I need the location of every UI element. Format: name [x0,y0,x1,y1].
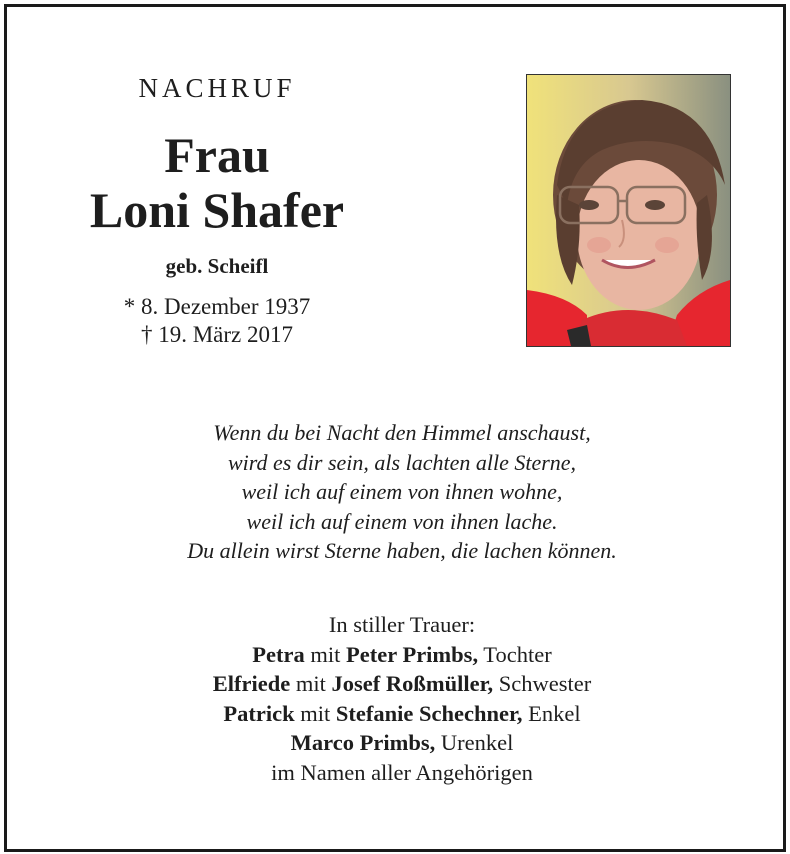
mourners-closing: im Namen aller Angehörigen [271,759,533,785]
mourner-name: Petra [252,641,305,667]
deceased-name: Loni Shafer [89,182,345,238]
mourner-name: Elfriede [212,671,291,696]
portrait-photo [526,74,731,347]
birth-date: * 8. Dezember 1937 [123,294,311,319]
notice-heading: NACHRUF [138,73,296,103]
deceased-name-block [67,128,367,238]
mourner-row [47,669,757,699]
portrait-illustration [527,75,730,346]
poem-line: weil ich auf einem von ihnen lache. [246,508,558,534]
mourner-row [47,640,757,670]
mourner-partner: Stefanie Schechner, [335,700,523,726]
obituary-frame [4,4,786,852]
mourner-connector: mit [294,700,336,726]
poem-line: wird es dir sein, als lachten alle Sterne, [227,449,577,475]
mourner-row [47,728,757,758]
mourner-name: Patrick [223,700,295,726]
mourner-relation: Schwester [493,671,592,696]
poem-line: Du allein wirst Sterne haben, die lachen können. [187,538,617,563]
mourner-relation: Enkel [522,700,581,726]
mourner-name: Marco Primbs, [290,730,436,755]
mourner-relation: Tochter [478,641,552,667]
poem-line: Wenn du bei Nacht den Himmel anschaust, [213,420,591,445]
mourner-partner: Peter Primbs, [346,641,479,667]
mourner-row [47,699,757,729]
mourner-connector: mit [304,641,347,667]
mourners-intro: In stiller Trauer: [328,612,476,637]
life-dates [67,293,367,349]
mourners-list [47,610,757,787]
obituary-header [67,65,367,349]
poem [47,418,757,566]
mourner-partner: Josef Roßmüller, [331,671,494,696]
mourner-connector: mit [290,671,332,696]
salutation: Frau [164,127,270,183]
death-date: † 19. März 2017 [140,322,294,347]
mourner-relation: Urenkel [435,730,514,755]
poem-line: weil ich auf einem von ihnen wohne, [241,479,563,504]
birth-name: geb. Scheifl [165,254,269,278]
